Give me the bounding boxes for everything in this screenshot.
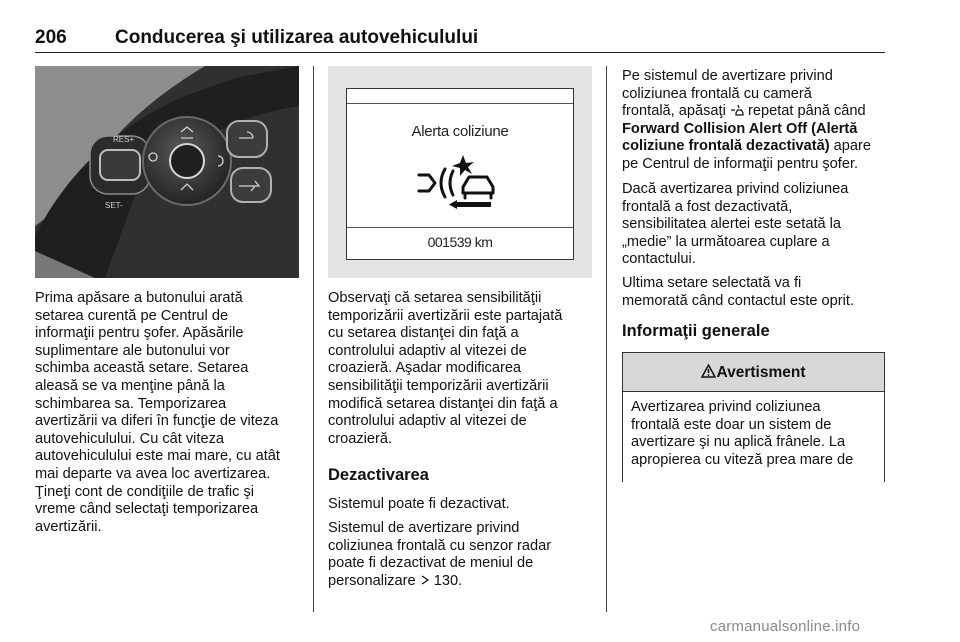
collision-car-icon — [413, 153, 509, 215]
menu-option-text: coliziune frontală dezactivată) — [622, 138, 830, 155]
text-fragment: apare — [833, 138, 871, 155]
display-alert-title: Alerta coliziune — [411, 123, 509, 140]
warning-header — [622, 352, 885, 392]
text-line: suplimentare ale butonului vor — [35, 342, 230, 359]
text-line: informaţii pentru şofer. Apăsările — [35, 325, 244, 342]
text-line: schimbarea sa. Temporizarea — [35, 395, 227, 412]
page-number: 206 — [35, 27, 67, 48]
col3-paragraph-1 — [622, 68, 892, 174]
column-divider-2 — [606, 66, 607, 612]
text-line: frontală este doar un sistem de — [631, 416, 832, 433]
text-line: autovehiculului. Cu cât viteza — [35, 430, 225, 447]
text-line: sensibilitatea alertei este setată la — [622, 216, 842, 233]
text-line: avertizare şi nu aplică frânele. La — [631, 434, 846, 451]
menu-option-text: Forward Collision Alert Off (Alertă — [622, 120, 858, 137]
watermark: carmanualsonline.info — [710, 618, 861, 635]
col2-paragraph-2: Sistemul poate fi dezactivat. — [328, 496, 510, 512]
display-top-line — [347, 103, 573, 104]
text-line: croazieră. Aşadar modificarea — [328, 360, 522, 377]
page-reference-icon — [420, 573, 430, 583]
section-heading-informatii-generale: Informaţii generale — [622, 322, 770, 340]
warning-title — [623, 363, 884, 382]
warning-body — [631, 399, 881, 469]
set-minus-label: SET- — [105, 201, 123, 210]
page-header — [35, 26, 885, 53]
display-odometer: 001539 km — [427, 234, 493, 250]
warning-title-text: Avertisment — [716, 364, 806, 381]
warning-border-left — [622, 390, 623, 482]
text-line: Dacă avertizarea privind coliziunea — [622, 181, 849, 197]
steering-wheel-photo — [35, 66, 299, 278]
text-line: contactului. — [622, 251, 696, 268]
page-title: Conducerea şi utilizarea autovehiculului — [115, 27, 479, 48]
text-fragment: repetat până când — [747, 103, 866, 120]
col1-paragraph — [35, 290, 305, 536]
text-line: Ţineţi cont de condiţiile de trafic şi — [35, 483, 255, 500]
res-plus-label: RES+ — [113, 135, 135, 144]
col3-paragraph-3 — [622, 275, 892, 310]
text-line: avertizării va diferi în funcţie de viteza — [35, 413, 279, 430]
text-line: frontală a fost dezactivată, — [622, 198, 793, 215]
text-line: Avertizarea privind coliziunea — [631, 399, 821, 415]
text-line: coliziunea frontală cu cameră — [622, 85, 812, 102]
collision-alert-button-icon — [730, 104, 744, 116]
text-line — [622, 138, 892, 156]
text-line: sensibilităţii temporizării avertizării — [328, 377, 549, 394]
warning-box — [622, 352, 885, 482]
section-heading-dezactivarea: Dezactivarea — [328, 466, 429, 484]
text-line: Sistemul de avertizare privind — [328, 520, 520, 536]
text-line: setarea curentă pe Centrul de — [35, 307, 229, 324]
text-line: coliziunea frontală cu senzor radar — [328, 537, 552, 554]
text-line: aleasă se va menţine până la — [35, 377, 225, 394]
text-line — [622, 103, 892, 121]
display-bottom-line — [347, 227, 573, 228]
col2-paragraph-3 — [328, 520, 598, 590]
text-line: apropierea cu viteză prea mare de — [631, 451, 854, 468]
text-fragment: frontală, apăsaţi — [622, 103, 726, 120]
text-line: „medie” la următoarea cuplare a — [622, 233, 830, 250]
text-line: Pe sistemul de avertizare privind — [622, 68, 833, 84]
page-reference-number[interactable]: 130. — [433, 572, 463, 589]
driver-info-display-screen — [346, 88, 574, 260]
text-line: memorată când contactul este oprit. — [622, 292, 854, 309]
warning-border-right — [884, 390, 885, 482]
warning-triangle-icon — [701, 364, 716, 378]
steering-wheel-controls-illustration — [35, 66, 299, 278]
text-line: controlului adaptiv al vitezei de — [328, 342, 527, 359]
text-line: Ultima setare selectată va fi — [622, 275, 802, 291]
text-line: Prima apăsare a butonului arată — [35, 290, 243, 306]
text-line: croazieră. — [328, 430, 393, 447]
text-line — [328, 573, 598, 591]
text-line: modifică setarea distanţei din faţă a — [328, 395, 558, 412]
text-line: pe Centrul de informaţii pentru şofer. — [622, 155, 859, 172]
col2-paragraph-1 — [328, 290, 598, 448]
collision-alert-icon — [413, 153, 509, 215]
text-line: avertizării. — [35, 518, 102, 535]
text-line — [622, 121, 892, 139]
column-divider-1 — [313, 66, 314, 612]
text-line: cu setarea distanţei din faţă a — [328, 325, 519, 342]
text-line: poate fi dezactivat de meniul de — [328, 555, 534, 572]
text-line: Observaţi că setarea sensibilităţii — [328, 290, 542, 306]
text-line: mai departe va avea loc avertizarea. — [35, 465, 271, 482]
text-line: schimba această setare. Setarea — [35, 360, 249, 377]
text-fragment: personalizare — [328, 572, 416, 589]
text-line: temporizării avertizării este partajată — [328, 307, 563, 324]
text-line: controlului adaptiv al vitezei de — [328, 413, 527, 430]
col3-paragraph-2 — [622, 181, 892, 269]
text-line: vreme când selectaţi temporizarea — [35, 501, 259, 518]
text-line: autovehiculului este mai mare, cu atât — [35, 448, 280, 465]
